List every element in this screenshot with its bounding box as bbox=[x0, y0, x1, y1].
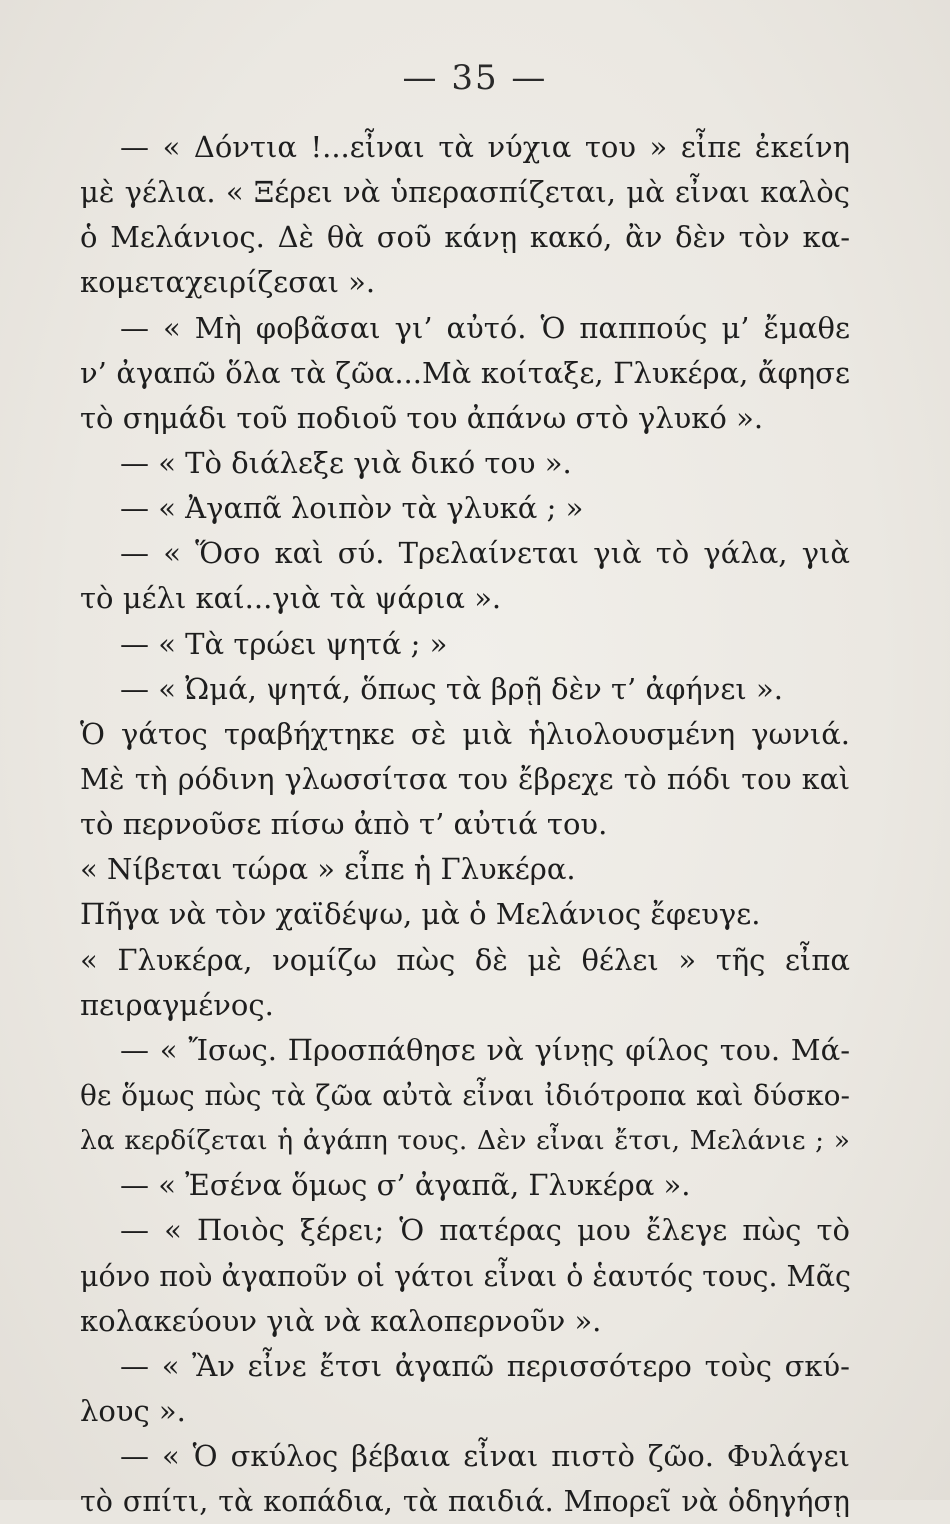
text-line-13: — « Ὠμά, ψητά, ὅπως τὰ βρῇ δὲν τ’ ἀφήνει ». bbox=[120, 671, 783, 706]
page-number: — 35 — bbox=[402, 58, 548, 98]
text-line-14: Ὁ γάτος τραβήχτηκε σὲ μιὰ ἡλιολουσμένη γωνιά. bbox=[80, 716, 850, 751]
text-line-25: — « Ποιὸς ξέρει; Ὁ πατέρας μου ἔλεγε πὼς τὸ bbox=[120, 1213, 850, 1248]
text-line-2: μὲ γέλια. « Ξέρει νὰ ὑπερασπίζεται, μὰ εἶναι καλὸς bbox=[80, 175, 850, 210]
text-line-3: ὁ Μελάνιος. Δὲ θὰ σοῦ κάνῃ κακό, ἂν δὲν τὸν κα- bbox=[80, 220, 850, 255]
text-line-21: — « Ἴσως. Προσπάθησε νὰ γίνῃς φίλος του. Μά- bbox=[120, 1032, 850, 1067]
text-line-30: — « Ὁ σκύλος βέβαια εἶναι πιστὸ ζῶο. Φυλάγει bbox=[120, 1439, 850, 1474]
text-line-9: — « Ἀγαπᾶ λοιπὸν τὰ γλυκά ; » bbox=[120, 491, 584, 526]
text-line-15: Μὲ τὴ ρόδινη γλωσσίτσα του ἔβρεχε τὸ πόδι του καὶ bbox=[80, 762, 850, 796]
text-line-1: — « Δόντια !...εἶναι τὰ νύχια του » εἶπε ἐκείνη bbox=[120, 130, 850, 164]
text-line-4: κομεταχειρίζεσαι ». bbox=[80, 265, 376, 300]
text-line-18: Πῆγα νὰ τὸν χαϊδέψω, μὰ ὁ Μελάνιος ἔφευγε. bbox=[80, 897, 761, 932]
text-line-26: μόνο ποὺ ἀγαποῦν οἱ γάτοι εἶναι ὁ ἑαυτός τους. Μᾶς bbox=[80, 1259, 851, 1293]
text-line-22: θε ὅμως πὼς τὰ ζῶα αὐτὰ εἶναι ἰδιότροπα καὶ δύσκο- bbox=[80, 1078, 850, 1112]
text-line-17: « Νίβεται τώρα » εἶπε ἡ Γλυκέρα. bbox=[80, 852, 576, 887]
text-line-19: « Γλυκέρα, νομίζω πὼς δὲ μὲ θέλει » τῆς εἶπα bbox=[80, 942, 850, 977]
text-line-31: τὸ σπίτι, τὰ κοπάδια, τὰ παιδιά. Μπορεῖ νὰ ὁδηγήσῃ bbox=[80, 1485, 850, 1519]
text-line-7: τὸ σημάδι τοῦ ποδιοῦ του ἀπάνω στὸ γλυκό ». bbox=[80, 400, 764, 435]
text-line-12: — « Τὰ τρώει ψητά ; » bbox=[120, 626, 448, 661]
text-line-11: τὸ μέλι καί...γιὰ τὰ ψάρια ». bbox=[80, 581, 502, 616]
text-line-28: — « Ἂν εἶνε ἔτσι ἀγαπῶ περισσότερο τοὺς σκύ- bbox=[120, 1348, 850, 1383]
text-line-16: τὸ περνοῦσε πίσω ἀπὸ τ’ αὐτιά του. bbox=[80, 807, 608, 842]
text-line-6: ν’ ἀγαπῶ ὅλα τὰ ζῶα...Μὰ κοίταξε, Γλυκέρα, ἄφησε bbox=[80, 355, 850, 390]
text-line-10: — « Ὅσο καὶ σύ. Τρελαίνεται γιὰ τὸ γάλα, γιὰ bbox=[120, 536, 850, 571]
text-line-20: πειραγμένος. bbox=[80, 987, 274, 1022]
text-line-8: — « Τὸ διάλεξε γιὰ δικό του ». bbox=[120, 445, 572, 480]
text-line-27: κολακεύουν γιὰ νὰ καλοπερνοῦν ». bbox=[80, 1303, 602, 1338]
text-line-29: λους ». bbox=[80, 1393, 186, 1428]
text-line-23: λα κερδίζεται ἡ ἀγάπη τους. Δὲν εἶναι ἔτσι, Μελάνιε ; » bbox=[80, 1125, 850, 1157]
body-text bbox=[80, 125, 850, 1524]
text-line-5: — « Μὴ φοβᾶσαι γι’ αὐτό. Ὁ παππούς μ’ ἔμαθε bbox=[120, 310, 850, 345]
text-line-24: — « Ἐσένα ὅμως σ’ ἀγαπᾶ, Γλυκέρα ». bbox=[120, 1168, 691, 1203]
